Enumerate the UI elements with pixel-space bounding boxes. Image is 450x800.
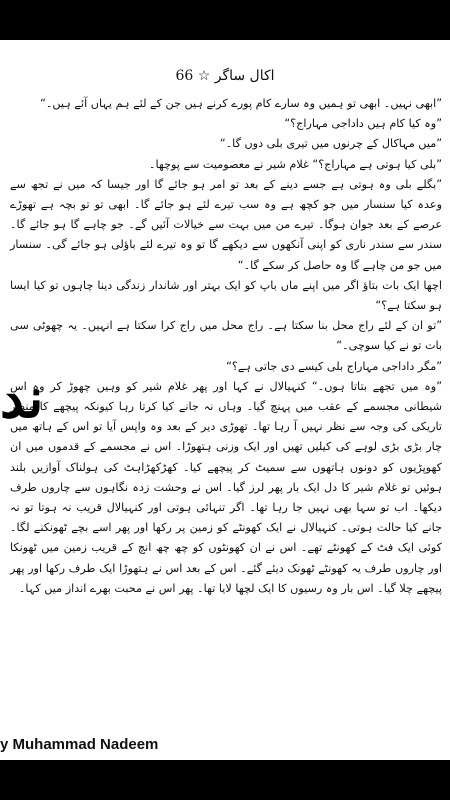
- top-black-bar: [0, 0, 450, 40]
- paragraph-9: ”وہ میں تجھے بتاتا ہوں۔“ کنہیالال نے کہا اور پھر غلام شیر کو وہیں چھوڑ کر وہ اس شیطانی مجسمے کے عقب میں پہنچ گیا۔ وہاں نہ جانے کیا کرتا رہا کیونکہ پیچھے کا منظر تاریکی کی وجہ سے نظر نہیں آ رہا تھا۔ تھوڑی دیر کے بعد وہ واپس آیا تو اس کے ہاتھ میں چار بڑی بڑی لوہے کی کیلیں تھیں اور ایک وزنی ہتھوڑا۔ اس نے مجسمے کے قدموں میں ان کھوپڑیوں کو دونوں ہاتھوں سے سمیٹ کر پیچھے کیا۔ کھڑکھڑاہٹ کی ہولناک آوازیں بلند ہوئیں تو غلام شیر کا دل ایک بار پھر لرز گیا۔ اس نے وحشت زدہ نگاہوں سے چاروں طرف دیکھا۔ اب تو سہا بھی نہیں جا رہا تھا۔ اگر تنہائی ہوتی اور کنہیالال قریب نہ ہوتا تو نہ جانے کیا حالت ہوتی۔ کنہیالال نے ایک کھونٹے کو زمین پر رکھا اور پھر اسے بچے ٹھونکنے لگا۔ کوئی ایک فٹ کے کھونٹے تھے۔ اس نے ان کھونٹوں کو چھ چھ انچ کے قریب زمین میں ٹھونکا اور چاروں طرف یہ کھونٹے ٹھونک دیئے گئے۔ اس کے بعد اس نے ہتھوڑا ایک طرف رکھا اور پھر پیچھے چلا گیا۔ اس بار وہ رسیوں کا ایک لچھا لایا تھا۔ پھر اس نے محبت بھرے انداز میں کہا۔: [10, 379, 442, 595]
- paragraph-7: ”تو ان کے لئے راج محل بنا سکتا ہے۔ راج محل میں راج کرا سکتا ہے انہیں۔ یہ چھوٹی سی بات تو نے کیا سوچی۔“: [10, 319, 442, 353]
- book-page: [0, 40, 450, 760]
- margin-watermark-glyph: ند: [0, 366, 44, 430]
- paragraph-3: ”میں مہاکال کے چرنوں میں تیری بلی دوں گا۔“: [219, 137, 442, 151]
- page-body: [10, 94, 442, 599]
- paragraph-2: ”وہ کیا کام ہیں داداجی مہاراج؟“: [284, 117, 442, 131]
- bottom-black-bar: [0, 760, 450, 800]
- paragraph-4: ”بلی کیا ہوتی ہے مہاراج؟“ غلام شیر نے معصومیت سے پوچھا۔: [148, 157, 442, 171]
- paragraph-1: ”ابھی نہیں۔ ابھی تو ہمیں وہ سارے کام پورے کرنے ہیں جن کے لئے ہم یہاں آئے ہیں۔“: [40, 97, 442, 110]
- paragraph-6: اچھا ایک بات بتاؤ اگر میں اپنے ماں باپ کو ایک بہتر اور شاندار زندگی دینا چاہوں تو کیا ایسا ہو سکتا ہے؟“: [10, 278, 442, 313]
- page-header: اکال ساگر ☆ 66: [175, 68, 275, 84]
- author-credit: y Muhammad Nadeem: [0, 736, 159, 753]
- paragraph-5: ”بگلے بلی وہ ہوتی ہے جسے دینے کے بعد تو امر ہو جائے گا اور جیسا کہ میں نے تجھ سے وعدہ کیا سنسار میں جو کچھ ہے وہ سب تیرے لئے ہو جائے گا۔ ابھی تو تو بچہ ہے تھوڑے عرصے کے بعد جوان ہوگا۔ تیرے من میں بہت سے خیالات آئیں گے۔ جو چاہے گا ہو جائے گا۔ سندر سے سندر ناری کو اپنی آنکھوں سے دیکھے گا تو وہ تیرے لئے باؤلی ہو جائے گی۔ سنسار میں جو من چاہے گا وہ حاصل کر سکے گا۔“: [10, 177, 442, 272]
- paragraph-8: ”مگر داداجی مہاراج بلی کیسے دی جاتی ہے؟“: [226, 359, 442, 373]
